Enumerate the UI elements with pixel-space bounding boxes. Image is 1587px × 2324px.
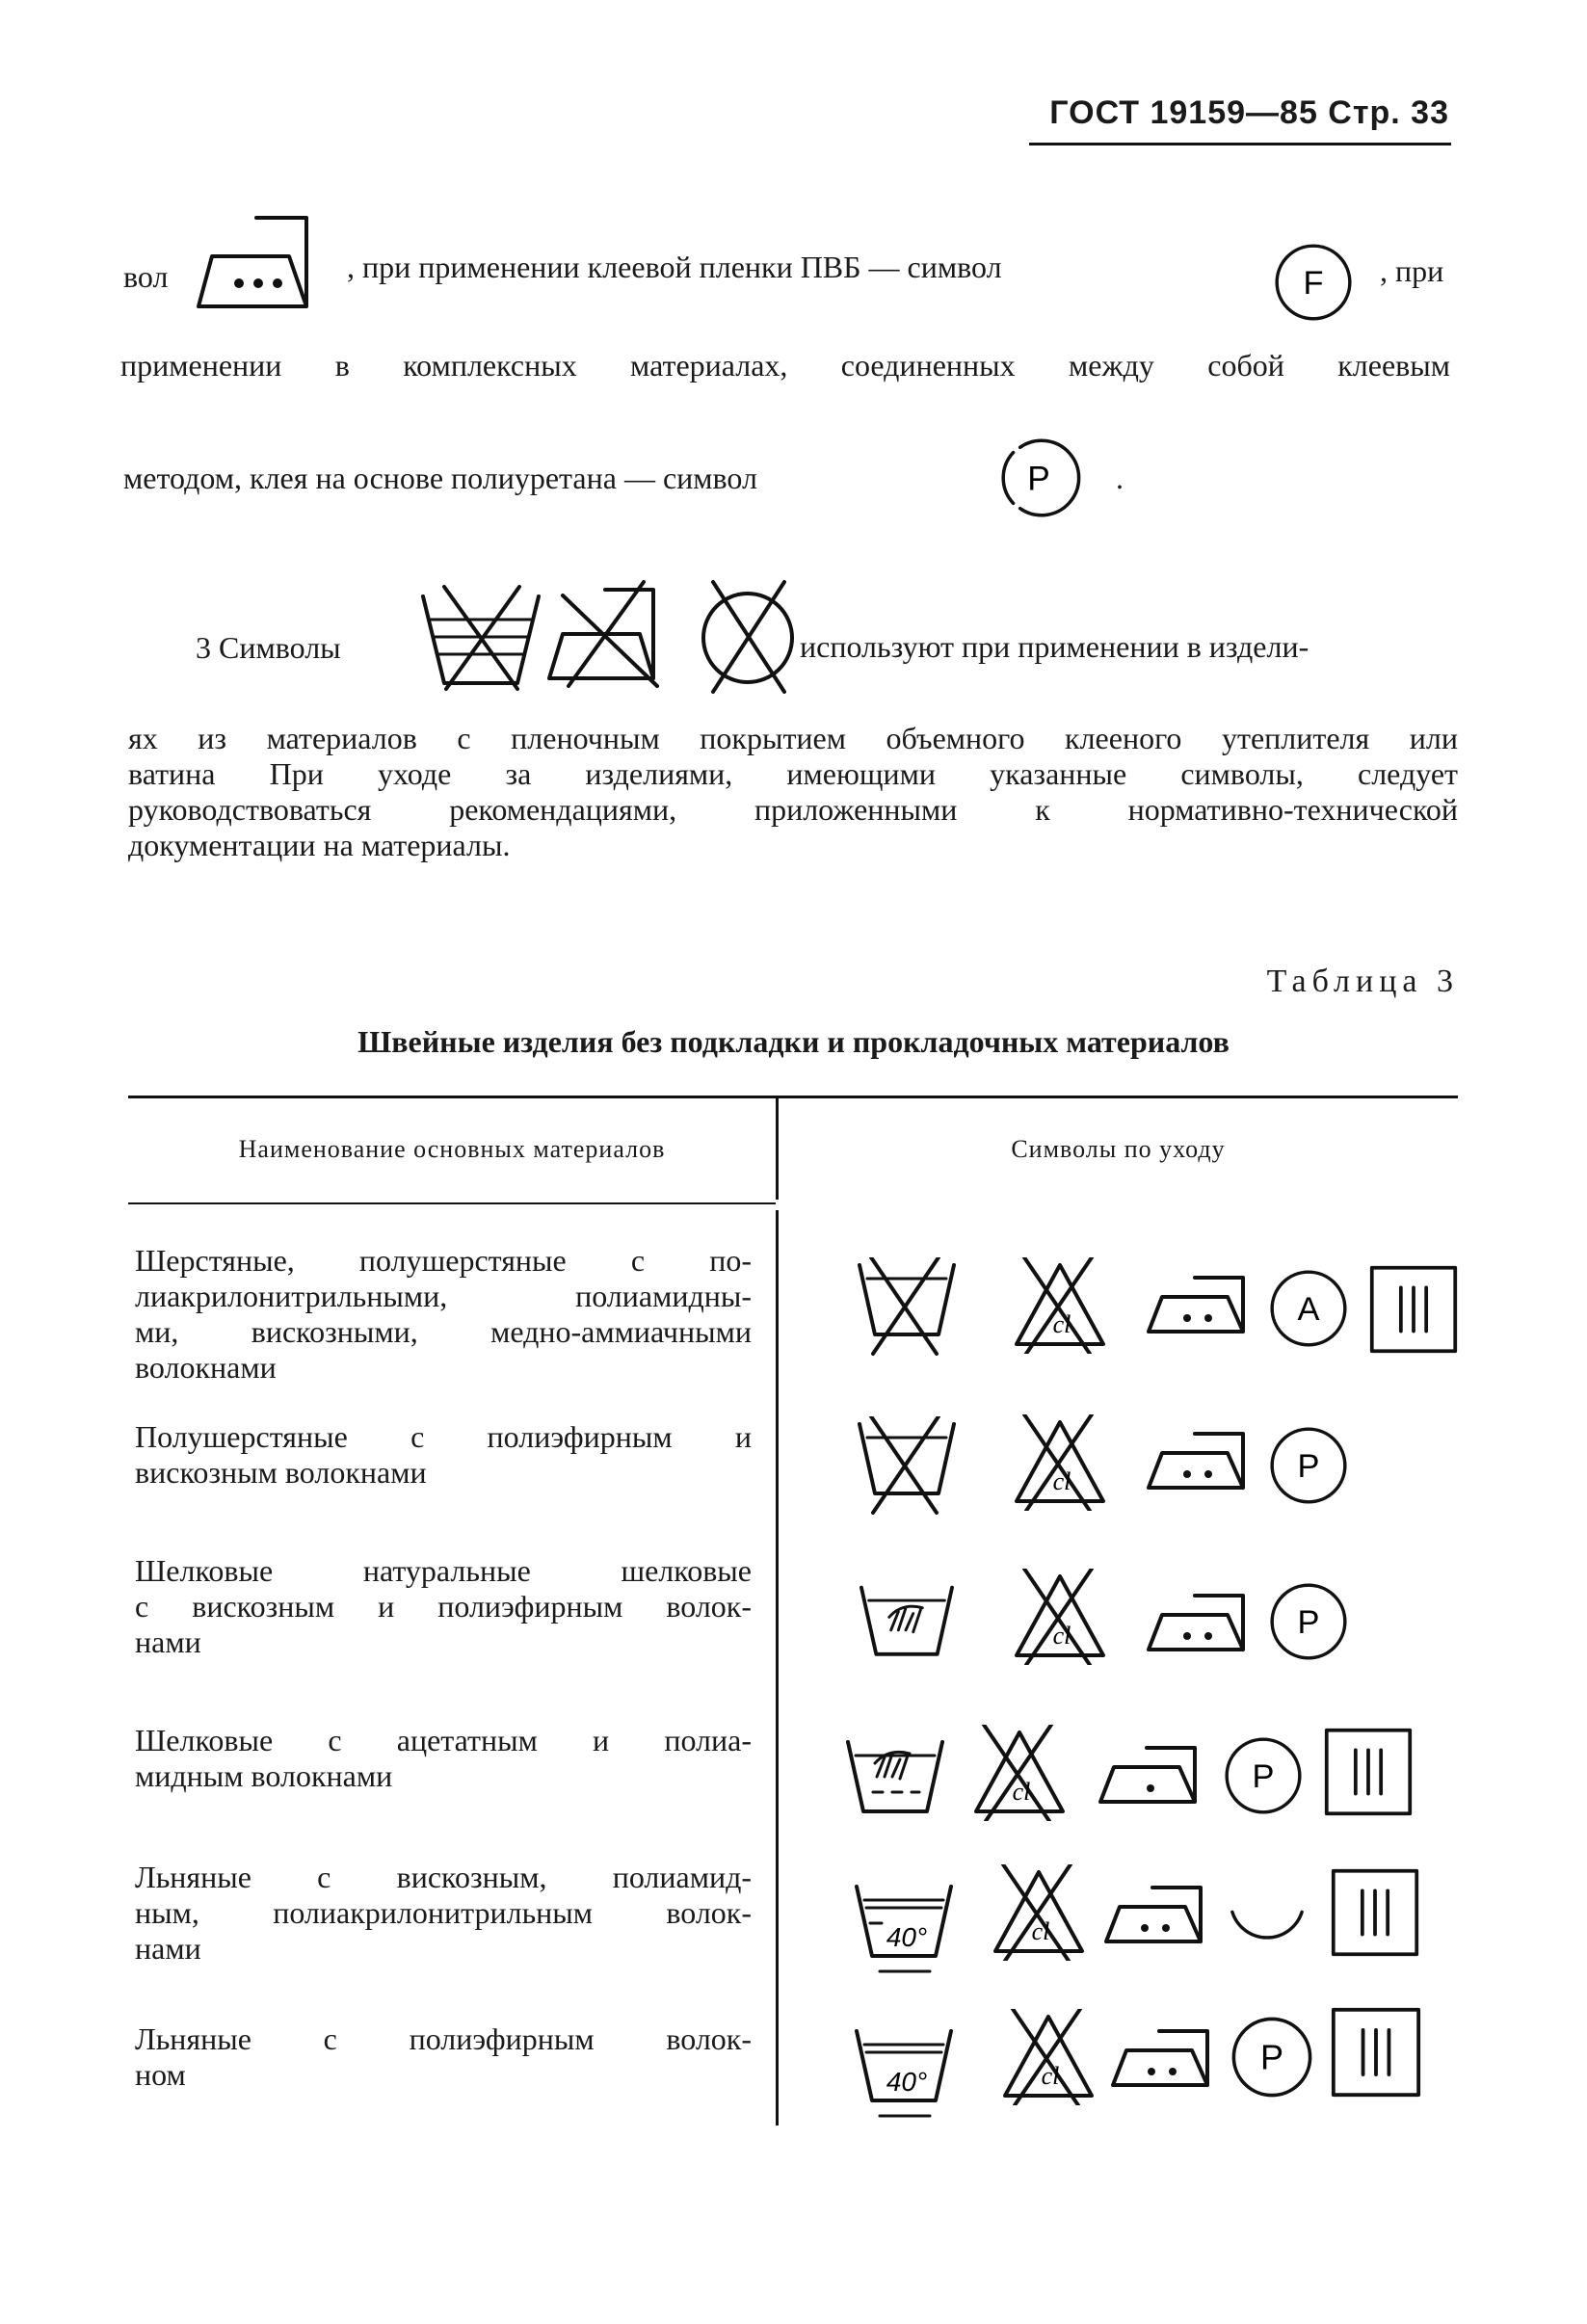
row1-dryclean-a-icon bbox=[1267, 1267, 1350, 1350]
intro-line3: методом, клея на основе полиуретана — символ bbox=[123, 461, 757, 495]
iron-three-dots-icon bbox=[193, 210, 328, 314]
col-header-care-symbols: Символы по уходу bbox=[1011, 1135, 1226, 1163]
row4-iron-one-dot-icon bbox=[1091, 1732, 1204, 1821]
row3-line3: нами bbox=[135, 1624, 201, 1659]
row2-cl-label: cl bbox=[1052, 1467, 1071, 1495]
row6-line2: ном bbox=[135, 2057, 186, 2092]
row4-hand-wash-icon bbox=[844, 1734, 946, 1831]
row6-line1: Льняные с полиэфирным волок- bbox=[135, 2021, 752, 2056]
table-row bbox=[135, 1419, 752, 1491]
row3-line2: с вискозным и полиэфирным волок- bbox=[135, 1589, 752, 1624]
row3-hand-wash-icon bbox=[856, 1580, 958, 1673]
dryclean-f-icon bbox=[1272, 241, 1355, 324]
section3-para-line1: ях из материалов с пленочным покрытием объемного клееного утеплителя или bbox=[128, 721, 1458, 755]
table-header-rule bbox=[128, 1202, 776, 1204]
dryclean-prohibited-icon bbox=[692, 576, 806, 696]
row1-dryclean-a-letter: A bbox=[1297, 1291, 1320, 1329]
row1-cl-label: cl bbox=[1052, 1310, 1071, 1338]
row4-bleach-prohibited-icon bbox=[968, 1725, 1071, 1821]
row4-dryclean-p-icon bbox=[1222, 1734, 1305, 1817]
intro-line1-end: , при bbox=[1380, 253, 1444, 288]
row6-iron-two-dots-icon bbox=[1103, 2016, 1217, 2104]
row3-dryclean-p-icon bbox=[1267, 1580, 1350, 1663]
table-row bbox=[135, 1553, 752, 1660]
section3-para-line3: руководствоваться рекомендациями, приложенными к нормативно-технической bbox=[128, 792, 1458, 827]
row4-line1: Шелковые с ацетатным и полиа- bbox=[135, 1723, 752, 1757]
row5-line2: ным, полиакрилонитрильным волок- bbox=[135, 1895, 752, 1930]
row2-line2: вискозным волокнами bbox=[135, 1455, 427, 1490]
row2-dryclean-p-letter: P bbox=[1297, 1448, 1320, 1486]
section3-lead: 3 Символы bbox=[196, 630, 341, 665]
row6-bleach-prohibited-icon bbox=[997, 2009, 1099, 2105]
table-row bbox=[135, 2021, 752, 2093]
row6-dryclean-p-icon bbox=[1229, 2014, 1315, 2100]
row2-line1: Полушерстяные с полиэфирным и bbox=[135, 1419, 752, 1454]
row5-cl-label: cl bbox=[1031, 1917, 1050, 1945]
row5-temp-label: 40° bbox=[886, 1922, 928, 1952]
section3-para-line4: документации на материалы. bbox=[128, 828, 511, 862]
row5-bleach-prohibited-icon bbox=[988, 1864, 1090, 1961]
row2-bleach-prohibited-icon bbox=[1009, 1414, 1111, 1511]
row1-wash-prohibited-icon bbox=[856, 1257, 958, 1358]
intro-line1-middle: , при применении клеевой пленки ПВБ — символ bbox=[347, 250, 1002, 284]
row6-dry-flat-icon bbox=[1330, 2006, 1422, 2099]
row3-dryclean-p-letter: P bbox=[1297, 1604, 1320, 1642]
intro-line1-start: вол bbox=[123, 259, 169, 294]
row1-line1: Шерстяные, полушерстяные с по- bbox=[135, 1243, 752, 1278]
row6-wash-40-icon bbox=[853, 2023, 955, 2120]
wash-prohibited-icon bbox=[417, 581, 544, 693]
row5-iron-two-dots-icon bbox=[1097, 1872, 1210, 1961]
section3-para-line2: ватина При уходе за изделиями, имеющими указанные символы, следует bbox=[128, 756, 1458, 791]
row4-line2: мидным волокнами bbox=[135, 1758, 393, 1793]
row3-iron-two-dots-icon bbox=[1139, 1580, 1253, 1669]
dryclean-f-letter: F bbox=[1303, 265, 1324, 303]
table-row bbox=[135, 1860, 752, 1967]
table-row bbox=[135, 1243, 752, 1386]
row1-line4: волокнами bbox=[135, 1350, 277, 1385]
row2-dryclean-p-icon bbox=[1267, 1424, 1350, 1507]
dryclean-p-icon bbox=[994, 436, 1083, 520]
table-title: Швейные изделия без подкладки и прокладочных материалов bbox=[357, 1024, 1230, 1059]
row4-cl-label: cl bbox=[1012, 1778, 1031, 1806]
row4-dryclean-p-letter: P bbox=[1252, 1758, 1275, 1796]
header-rule bbox=[1029, 143, 1451, 145]
row4-dry-flat-icon bbox=[1323, 1727, 1414, 1817]
row1-bleach-prohibited-icon bbox=[1009, 1257, 1111, 1354]
row3-line1: Шелковые натуральные шелковые bbox=[135, 1553, 752, 1588]
row1-line2: лиакрилонитрильными, полиамидны- bbox=[135, 1279, 752, 1313]
intro-line2: применении в комплексных материалах, соединенных между собой клеевым bbox=[120, 348, 1450, 383]
row3-bleach-prohibited-icon bbox=[1009, 1569, 1111, 1665]
table-label: Таблица 3 bbox=[1266, 964, 1459, 999]
table-top-rule bbox=[128, 1096, 1458, 1098]
section3-tail: используют при применении в издели- bbox=[800, 629, 1309, 664]
page-header: ГОСТ 19159—85 Стр. 33 bbox=[1049, 94, 1449, 131]
row5-wash-40-icon bbox=[853, 1879, 955, 1975]
row1-iron-two-dots-icon bbox=[1139, 1262, 1253, 1351]
row2-iron-two-dots-icon bbox=[1139, 1418, 1253, 1507]
row5-dry-flat-icon bbox=[1330, 1867, 1420, 1958]
col-header-materials: Наименование основных материалов bbox=[238, 1135, 666, 1163]
row5-line3: нами bbox=[135, 1931, 201, 1966]
row5-dryclean-open-icon bbox=[1222, 1879, 1312, 1962]
row3-cl-label: cl bbox=[1052, 1622, 1071, 1650]
row1-line3: ми, вискозными, медно-аммиачными bbox=[135, 1314, 752, 1349]
row6-dryclean-p-letter: P bbox=[1259, 2037, 1284, 2077]
dryclean-p-letter: P bbox=[1027, 460, 1050, 498]
row6-temp-label: 40° bbox=[886, 2067, 928, 2097]
intro-line3-period: . bbox=[1116, 461, 1124, 495]
row5-line1: Льняные с вискозным, полиамид- bbox=[135, 1860, 752, 1894]
row1-dry-flat-icon bbox=[1368, 1264, 1459, 1355]
table-body-divider bbox=[776, 1210, 779, 2126]
table-row bbox=[135, 1723, 752, 1794]
row6-cl-label: cl bbox=[1041, 2062, 1060, 2090]
row2-wash-prohibited-icon bbox=[856, 1416, 958, 1517]
iron-prohibited-icon bbox=[540, 578, 674, 690]
